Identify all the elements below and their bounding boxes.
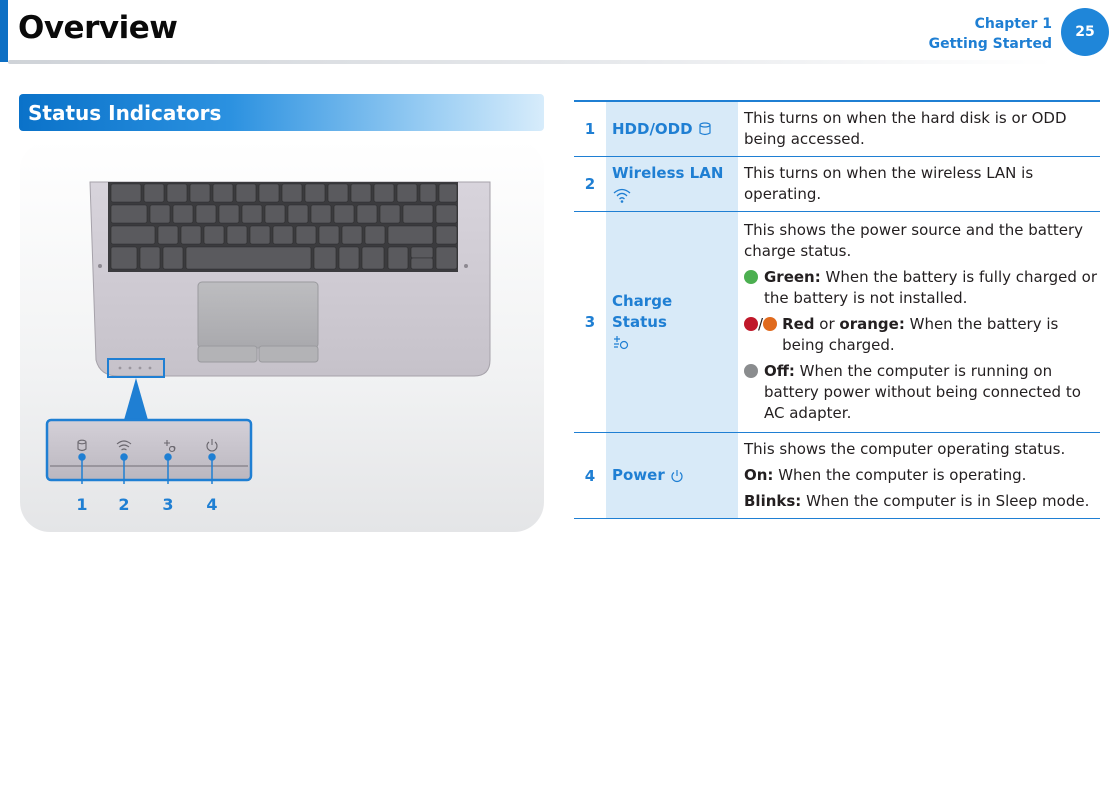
charge-intro: This shows the power source and the battery charge status. — [744, 221, 1083, 260]
on-text: When the computer is operating. — [773, 466, 1027, 484]
laptop-illustration — [20, 140, 544, 532]
table-row — [574, 212, 1100, 433]
charge-off-item — [744, 361, 1098, 424]
indicator-description — [738, 433, 1100, 519]
blink-label: Blinks: — [744, 492, 802, 510]
indicator-name-text: Power — [612, 466, 665, 484]
off-text: When the computer is running on battery power without being connected to AC adapter. — [764, 362, 1081, 422]
indicator-name-text: Wireless LAN — [612, 164, 724, 182]
indicator-name-text: Charge Status — [612, 291, 673, 331]
chapter-name: Getting Started — [928, 36, 1052, 52]
callout-4: 4 — [206, 495, 218, 514]
charge-red-item — [744, 314, 1098, 356]
indicator-description — [738, 212, 1100, 433]
power-on-item — [744, 465, 1098, 486]
indicator-name — [606, 101, 738, 157]
power-blink-item — [744, 491, 1098, 512]
page-number-badge: 25 — [1061, 8, 1109, 56]
chapter-label: Chapter 1 — [974, 16, 1052, 32]
power-intro: This shows the computer operating status. — [744, 440, 1066, 458]
red-dot-icon — [744, 317, 758, 331]
row-number: 4 — [574, 433, 606, 519]
section-title: Status Indicators — [28, 101, 222, 125]
hdd-icon — [698, 122, 712, 136]
indicator-description: This turns on when the hard disk is or ODD being accessed. — [738, 101, 1100, 157]
indicator-name — [606, 157, 738, 212]
indicator-name — [606, 212, 738, 433]
green-label: Green: — [764, 268, 821, 286]
row-number: 1 — [574, 101, 606, 157]
status-indicator-table — [574, 100, 1100, 519]
header-accent-bar — [0, 0, 8, 62]
red-text: When the battery is being charged. — [782, 315, 1059, 354]
slash: / — [758, 315, 764, 333]
chapter-info — [929, 14, 1052, 54]
wifi-icon — [612, 187, 632, 203]
callout-1: 1 — [76, 495, 88, 514]
touchpad — [198, 282, 318, 348]
callout-2: 2 — [118, 495, 130, 514]
page-title: Overview — [18, 10, 178, 46]
section-header — [19, 94, 544, 131]
charge-green-item — [744, 267, 1098, 309]
green-dot-icon — [744, 270, 758, 284]
table-row — [574, 101, 1100, 157]
row-number: 2 — [574, 157, 606, 212]
indicator-name — [606, 433, 738, 519]
red-label: Red — [782, 315, 815, 333]
power-icon — [670, 469, 684, 483]
table-row — [574, 433, 1100, 519]
charge-icon — [612, 335, 630, 351]
on-label: On: — [744, 466, 774, 484]
row-number: 3 — [574, 212, 606, 433]
indicator-name-text: HDD/ODD — [612, 119, 693, 138]
or-text: or — [814, 315, 840, 333]
indicator-description: This turns on when the wireless LAN is operating. — [738, 157, 1100, 212]
callout-3: 3 — [162, 495, 174, 514]
gray-dot-icon — [744, 364, 758, 378]
orange-dot-icon — [763, 317, 777, 331]
orange-label: orange: — [839, 315, 905, 333]
off-label: Off: — [764, 362, 795, 380]
header-divider — [8, 60, 1053, 64]
green-text: When the battery is fully charged or the battery is not installed. — [764, 268, 1097, 307]
table-row — [574, 157, 1100, 212]
indicator-zoom-box — [47, 420, 251, 480]
blink-text: When the computer is in Sleep mode. — [801, 492, 1090, 510]
